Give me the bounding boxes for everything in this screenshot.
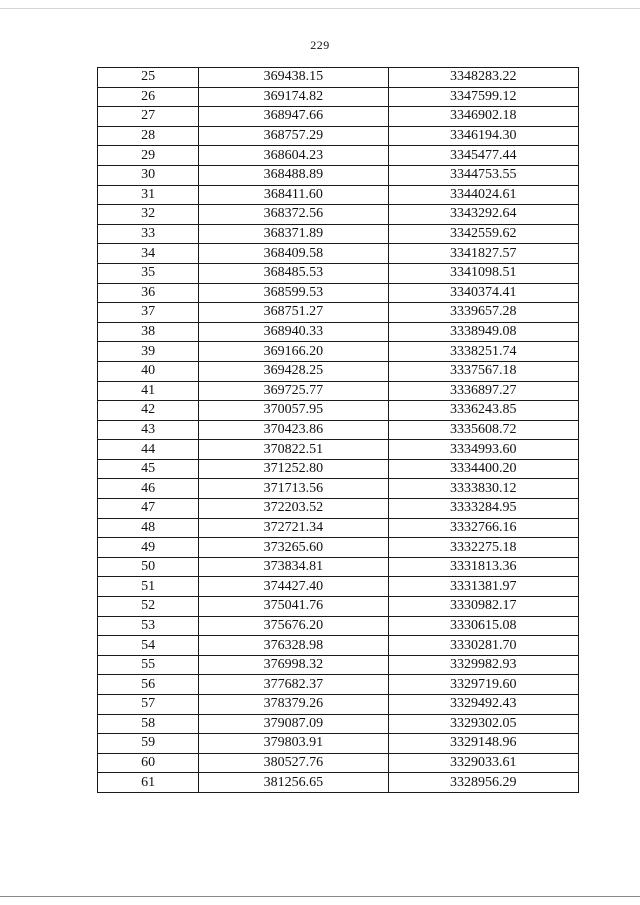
table-row bbox=[98, 342, 579, 362]
table-row bbox=[98, 263, 579, 283]
point-number-cell: 37 bbox=[98, 303, 199, 323]
table-row bbox=[98, 107, 579, 127]
y-coordinate-cell: 3343292.64 bbox=[388, 205, 578, 225]
table-row bbox=[98, 126, 579, 146]
point-number-cell: 35 bbox=[98, 263, 199, 283]
y-coordinate-cell: 3334400.20 bbox=[388, 459, 578, 479]
point-number-cell: 44 bbox=[98, 440, 199, 460]
table-row bbox=[98, 420, 579, 440]
x-coordinate-cell: 369166.20 bbox=[199, 342, 388, 362]
y-coordinate-cell: 3330982.17 bbox=[388, 597, 578, 617]
x-coordinate-cell: 368411.60 bbox=[199, 185, 388, 205]
table-row bbox=[98, 714, 579, 734]
point-number-cell: 30 bbox=[98, 165, 199, 185]
x-coordinate-cell: 373265.60 bbox=[199, 538, 388, 558]
table-row bbox=[98, 283, 579, 303]
table-row bbox=[98, 557, 579, 577]
table-row bbox=[98, 68, 579, 88]
point-number-cell: 27 bbox=[98, 107, 199, 127]
point-number-cell: 50 bbox=[98, 557, 199, 577]
x-coordinate-cell: 372203.52 bbox=[199, 499, 388, 519]
table-row bbox=[98, 499, 579, 519]
x-coordinate-cell: 368751.27 bbox=[199, 303, 388, 323]
table-row bbox=[98, 146, 579, 166]
x-coordinate-cell: 370423.86 bbox=[199, 420, 388, 440]
table-row bbox=[98, 773, 579, 793]
x-coordinate-cell: 377682.37 bbox=[199, 675, 388, 695]
page-number: 229 bbox=[310, 38, 330, 52]
x-coordinate-cell: 368947.66 bbox=[199, 107, 388, 127]
table-row bbox=[98, 459, 579, 479]
point-number-cell: 57 bbox=[98, 695, 199, 715]
point-number-cell: 32 bbox=[98, 205, 199, 225]
table-row bbox=[98, 87, 579, 107]
table-row bbox=[98, 401, 579, 421]
table-row bbox=[98, 675, 579, 695]
table-row bbox=[98, 538, 579, 558]
y-coordinate-cell: 3333830.12 bbox=[388, 479, 578, 499]
y-coordinate-cell: 3341098.51 bbox=[388, 263, 578, 283]
x-coordinate-cell: 375041.76 bbox=[199, 597, 388, 617]
x-coordinate-cell: 368485.53 bbox=[199, 263, 388, 283]
point-number-cell: 51 bbox=[98, 577, 199, 597]
y-coordinate-cell: 3330615.08 bbox=[388, 616, 578, 636]
point-number-cell: 43 bbox=[98, 420, 199, 440]
y-coordinate-cell: 3335608.72 bbox=[388, 420, 578, 440]
coordinate-table bbox=[97, 67, 579, 793]
x-coordinate-cell: 368599.53 bbox=[199, 283, 388, 303]
y-coordinate-cell: 3329033.61 bbox=[388, 753, 578, 773]
table-row bbox=[98, 361, 579, 381]
x-coordinate-cell: 369174.82 bbox=[199, 87, 388, 107]
x-coordinate-cell: 376998.32 bbox=[199, 655, 388, 675]
x-coordinate-cell: 375676.20 bbox=[199, 616, 388, 636]
table-row bbox=[98, 440, 579, 460]
y-coordinate-cell: 3344753.55 bbox=[388, 165, 578, 185]
table-row bbox=[98, 205, 579, 225]
table-row bbox=[98, 636, 579, 656]
y-coordinate-cell: 3337567.18 bbox=[388, 361, 578, 381]
x-coordinate-cell: 370057.95 bbox=[199, 401, 388, 421]
scan-edge-bottom bbox=[0, 896, 640, 897]
point-number-cell: 29 bbox=[98, 146, 199, 166]
y-coordinate-cell: 3346902.18 bbox=[388, 107, 578, 127]
y-coordinate-cell: 3334993.60 bbox=[388, 440, 578, 460]
x-coordinate-cell: 376328.98 bbox=[199, 636, 388, 656]
x-coordinate-cell: 373834.81 bbox=[199, 557, 388, 577]
y-coordinate-cell: 3332275.18 bbox=[388, 538, 578, 558]
point-number-cell: 28 bbox=[98, 126, 199, 146]
y-coordinate-cell: 3336243.85 bbox=[388, 401, 578, 421]
y-coordinate-cell: 3344024.61 bbox=[388, 185, 578, 205]
x-coordinate-cell: 371713.56 bbox=[199, 479, 388, 499]
x-coordinate-cell: 379803.91 bbox=[199, 734, 388, 754]
x-coordinate-cell: 368604.23 bbox=[199, 146, 388, 166]
point-number-cell: 36 bbox=[98, 283, 199, 303]
table-row bbox=[98, 577, 579, 597]
point-number-cell: 25 bbox=[98, 68, 199, 88]
point-number-cell: 39 bbox=[98, 342, 199, 362]
point-number-cell: 61 bbox=[98, 773, 199, 793]
point-number-cell: 56 bbox=[98, 675, 199, 695]
x-coordinate-cell: 368372.56 bbox=[199, 205, 388, 225]
table-row bbox=[98, 616, 579, 636]
point-number-cell: 46 bbox=[98, 479, 199, 499]
point-number-cell: 26 bbox=[98, 87, 199, 107]
table-row bbox=[98, 655, 579, 675]
point-number-cell: 45 bbox=[98, 459, 199, 479]
y-coordinate-cell: 3348283.22 bbox=[388, 68, 578, 88]
x-coordinate-cell: 381256.65 bbox=[199, 773, 388, 793]
y-coordinate-cell: 3342559.62 bbox=[388, 224, 578, 244]
point-number-cell: 54 bbox=[98, 636, 199, 656]
y-coordinate-cell: 3329302.05 bbox=[388, 714, 578, 734]
y-coordinate-cell: 3328956.29 bbox=[388, 773, 578, 793]
y-coordinate-cell: 3329492.43 bbox=[388, 695, 578, 715]
point-number-cell: 31 bbox=[98, 185, 199, 205]
table-row bbox=[98, 322, 579, 342]
table-row bbox=[98, 597, 579, 617]
y-coordinate-cell: 3333284.95 bbox=[388, 499, 578, 519]
y-coordinate-cell: 3330281.70 bbox=[388, 636, 578, 656]
y-coordinate-cell: 3329719.60 bbox=[388, 675, 578, 695]
y-coordinate-cell: 3332766.16 bbox=[388, 518, 578, 538]
table-row bbox=[98, 303, 579, 323]
x-coordinate-cell: 378379.26 bbox=[199, 695, 388, 715]
x-coordinate-cell: 368757.29 bbox=[199, 126, 388, 146]
y-coordinate-cell: 3331381.97 bbox=[388, 577, 578, 597]
y-coordinate-cell: 3329148.96 bbox=[388, 734, 578, 754]
table-row bbox=[98, 381, 579, 401]
y-coordinate-cell: 3331813.36 bbox=[388, 557, 578, 577]
point-number-cell: 58 bbox=[98, 714, 199, 734]
point-number-cell: 59 bbox=[98, 734, 199, 754]
point-number-cell: 34 bbox=[98, 244, 199, 264]
point-number-cell: 55 bbox=[98, 655, 199, 675]
table-row bbox=[98, 753, 579, 773]
y-coordinate-cell: 3336897.27 bbox=[388, 381, 578, 401]
y-coordinate-cell: 3339657.28 bbox=[388, 303, 578, 323]
x-coordinate-cell: 379087.09 bbox=[199, 714, 388, 734]
x-coordinate-cell: 372721.34 bbox=[199, 518, 388, 538]
y-coordinate-cell: 3346194.30 bbox=[388, 126, 578, 146]
y-coordinate-cell: 3345477.44 bbox=[388, 146, 578, 166]
table-row bbox=[98, 244, 579, 264]
x-coordinate-cell: 368940.33 bbox=[199, 322, 388, 342]
point-number-cell: 41 bbox=[98, 381, 199, 401]
y-coordinate-cell: 3338251.74 bbox=[388, 342, 578, 362]
point-number-cell: 40 bbox=[98, 361, 199, 381]
scan-edge-top bbox=[0, 8, 640, 9]
table-row bbox=[98, 734, 579, 754]
table-row bbox=[98, 224, 579, 244]
table-row bbox=[98, 695, 579, 715]
x-coordinate-cell: 370822.51 bbox=[199, 440, 388, 460]
x-coordinate-cell: 369725.77 bbox=[199, 381, 388, 401]
point-number-cell: 48 bbox=[98, 518, 199, 538]
table-row bbox=[98, 185, 579, 205]
point-number-cell: 49 bbox=[98, 538, 199, 558]
point-number-cell: 52 bbox=[98, 597, 199, 617]
x-coordinate-cell: 369428.25 bbox=[199, 361, 388, 381]
table-row bbox=[98, 165, 579, 185]
x-coordinate-cell: 380527.76 bbox=[199, 753, 388, 773]
y-coordinate-cell: 3329982.93 bbox=[388, 655, 578, 675]
y-coordinate-cell: 3341827.57 bbox=[388, 244, 578, 264]
point-number-cell: 47 bbox=[98, 499, 199, 519]
x-coordinate-cell: 368371.89 bbox=[199, 224, 388, 244]
x-coordinate-cell: 368409.58 bbox=[199, 244, 388, 264]
x-coordinate-cell: 371252.80 bbox=[199, 459, 388, 479]
y-coordinate-cell: 3338949.08 bbox=[388, 322, 578, 342]
y-coordinate-cell: 3340374.41 bbox=[388, 283, 578, 303]
coordinate-table-body bbox=[98, 68, 579, 793]
point-number-cell: 60 bbox=[98, 753, 199, 773]
point-number-cell: 33 bbox=[98, 224, 199, 244]
point-number-cell: 38 bbox=[98, 322, 199, 342]
table-row bbox=[98, 479, 579, 499]
point-number-cell: 53 bbox=[98, 616, 199, 636]
y-coordinate-cell: 3347599.12 bbox=[388, 87, 578, 107]
x-coordinate-cell: 369438.15 bbox=[199, 68, 388, 88]
x-coordinate-cell: 374427.40 bbox=[199, 577, 388, 597]
x-coordinate-cell: 368488.89 bbox=[199, 165, 388, 185]
table-row bbox=[98, 518, 579, 538]
point-number-cell: 42 bbox=[98, 401, 199, 421]
